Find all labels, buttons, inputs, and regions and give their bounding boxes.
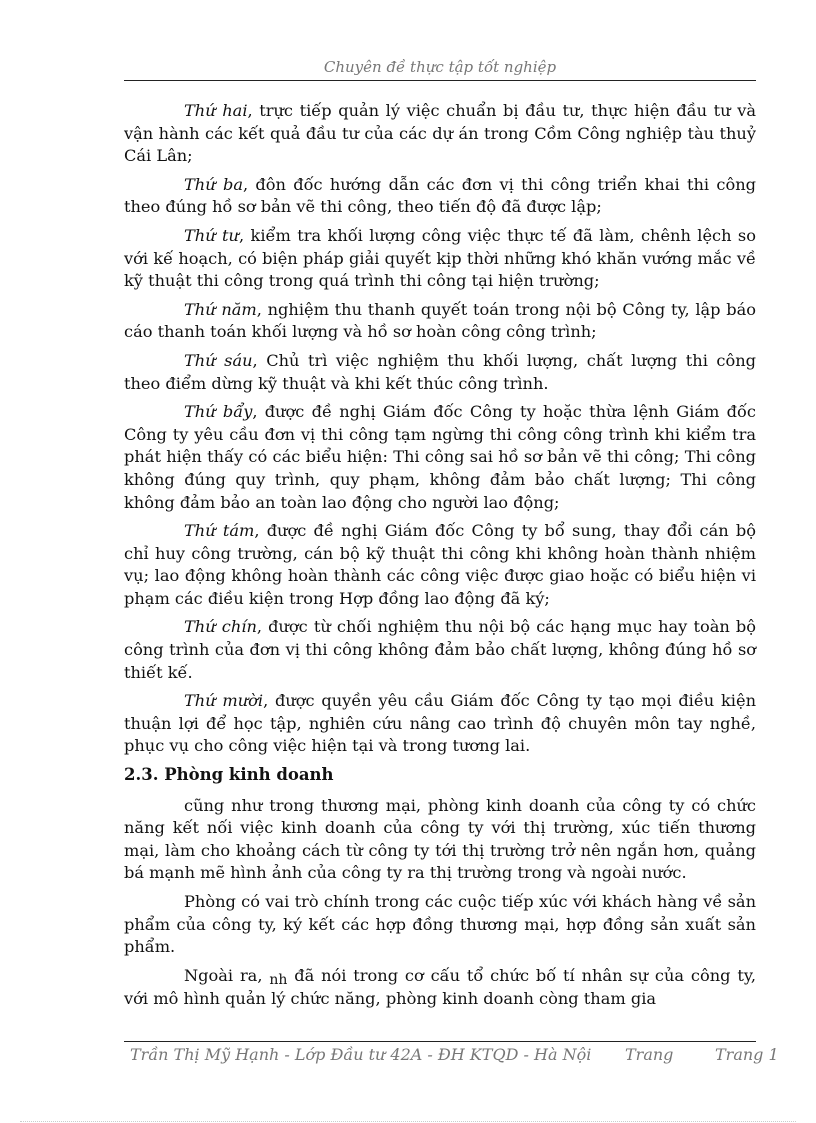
section-heading: 2.3. Phòng kinh doanh [124, 765, 334, 785]
document-body [124, 100, 756, 1017]
footer-page-number: Trang 1 [715, 1045, 779, 1064]
paragraph-text: , kiểm tra khối lượng công việc thực tế đã làm, chênh lệch so với kế hoạch, có biện pháp giải quyết kịp thời những khó khăn vướng mắc về kỹ thuật thi công trong quá trình thi công tại hiện trường; [124, 225, 756, 291]
paragraph-text: , Chủ trì việc nghiệm thu khối lượng, chất lượng thi công theo điểm dừng kỹ thuật và khi kết thúc công trình. [124, 350, 756, 393]
page-footer [130, 1045, 780, 1064]
paragraph-text: , được từ chối nghiệm thu nội bộ các hạng mục hay toàn bộ công trình của đơn vị thi công không đảm bảo chất lượng, không đúng hồ sơ thiết kế. [124, 617, 757, 682]
paragraph-text: , được quyền yêu cầu Giám đốc Công ty tạo mọi điều kiện thuận lợi để học tập, nghiên cứu nâng cao trình độ chuyên môn tay nghề, phục vụ cho công việc hiện tại và trong tương lai. [124, 691, 756, 756]
section-paragraph-2: Phòng có vai trò chính trong các cuộc tiếp xúc với khách hàng về sản phẩm của công ty, ký kết các hợp đồng thương mại, hợp đồng sản xuất sản phẩm. [124, 892, 756, 957]
footer-author: Trần Thị Mỹ Hạnh - Lớp Đầu tư 42A - ĐH KTQD - Hà Nội [130, 1045, 592, 1064]
paragraph-label: Thứ sáu [184, 350, 253, 370]
paragraph-thu-muoi [124, 690, 756, 758]
paragraph-thu-tu [124, 225, 756, 293]
paragraph-text: , được đề nghị Giám đốc Công ty bổ sung, thay đổi cán bộ chỉ huy công trường, cán bộ kỹ thuật thi công khi không hoàn thành nhiệm vụ; lao động không hoàn thành các công việc được giao hoặc có biểu hiện vi phạm các điều kiện trong Hợp đồng lao động đã ký; [124, 521, 756, 608]
footer-divider [124, 1041, 756, 1042]
paragraph-label: Thứ mười [184, 691, 264, 711]
paragraph-thu-ba [124, 174, 756, 219]
paragraph-thu-hai [124, 100, 756, 168]
paragraph-thu-tam [124, 520, 756, 610]
page-header-title: Chuyên đề thực tập tốt nghiệp [323, 58, 557, 76]
section-paragraph-1: cũng như trong thương mại, phòng kinh doanh của công ty có chức năng kết nối việc kinh doanh của công ty với thị trường, xúc tiến thương mại, làm cho khoảng cách từ công ty tới thị trường trở nên ngắn hơn, quảng bá mạnh mẽ hình ảnh của công ty ra thị trường trong và ngoài nước. [124, 795, 756, 883]
paragraph-thu-sau [124, 350, 756, 395]
paragraph-label: Thứ tám [184, 521, 255, 541]
paragraph-text: Ngoài ra, [184, 965, 263, 985]
section-paragraph-3 [124, 965, 756, 1011]
paragraph-label: Thứ hai [184, 101, 248, 120]
paragraph-label: Thứ tư [184, 225, 239, 245]
paragraph-text: đã nói trong cơ cấu tổ chức bố tí nhân sự của công ty, với mô hình quản lý chức năng, phòng kinh doanh còng tham gia [124, 965, 757, 1009]
stray-text-fragment: nh [269, 971, 288, 988]
footer-trang-label: Trang [625, 1045, 674, 1064]
paragraph-label: Thứ năm [184, 299, 257, 319]
paragraph-text: , được đề nghị Giám đốc Công ty hoặc thừa lệnh Giám đốc Công ty yêu cầu đơn vị thi công tạm ngừng thi công công trình khi kiểm tra phát hiện thấy có các biểu hiện: Thi công sai hồ sơ bản vẽ thi công; Thi công không đúng quy trình, quy phạm, không đảm bảo chất lượng; Thi công không đảm bảo an toàn lao động cho người lao động; [124, 402, 757, 512]
paragraph-text: , trực tiếp quản lý việc chuẩn bị đầu tư, thực hiện đầu tư và vận hành các kết quả đầu tư của các dự án trong Cồm Công nghiệp tàu thuỷ Cái Lân; [124, 101, 757, 166]
paragraph-text: , nghiệm thu thanh quyết toán trong nội bộ Công ty, lập báo cáo thanh toán khối lượng và hồ sơ hoàn công công trình; [124, 299, 756, 342]
page-bottom-edge [20, 1121, 796, 1122]
paragraph-label: Thứ ba [184, 174, 243, 194]
paragraph-thu-chin [124, 616, 756, 684]
paragraph-label: Thứ chín [184, 617, 257, 637]
header-divider [124, 80, 756, 81]
paragraph-thu-nam [124, 299, 756, 344]
paragraph-thu-bay [124, 401, 756, 514]
paragraph-text: , đôn đốc hướng dẫn các đơn vị thi công triển khai thi công theo đúng hồ sơ bản vẽ thi công, theo tiến độ đã được lập; [124, 174, 756, 217]
paragraph-label: Thứ bẩy [184, 402, 253, 422]
